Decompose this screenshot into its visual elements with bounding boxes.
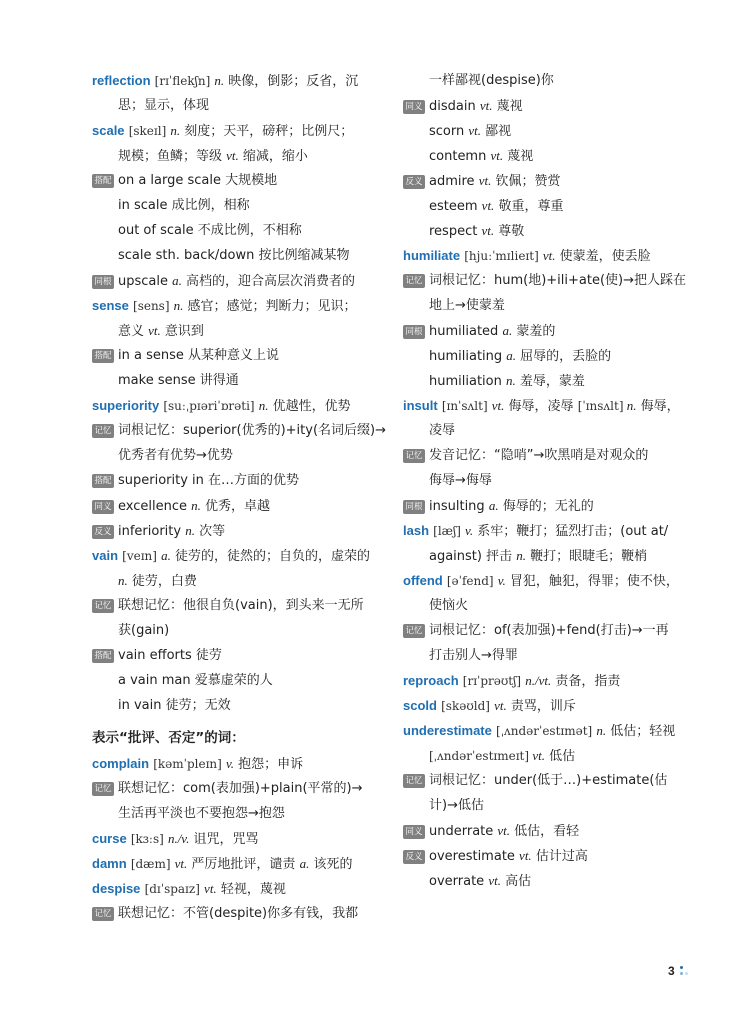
entry-tag-badge: 记忆 <box>92 907 114 921</box>
entry-line <box>403 218 693 243</box>
entry-line <box>403 343 693 368</box>
entry-text: in vain 徒劳；无效 <box>118 698 231 713</box>
phonetic: [skeɪl] <box>128 124 167 138</box>
entry-line <box>403 518 693 543</box>
entry-text: 使蒙羞，使丢脸 <box>555 249 651 264</box>
entry-line <box>92 93 382 118</box>
phonetic: [dæm] <box>130 857 171 871</box>
entry-tag-badge: 反义 <box>403 175 425 189</box>
entry-line <box>403 393 693 418</box>
dot-1 <box>680 966 683 969</box>
entry-tag-badge: 搭配 <box>92 349 114 363</box>
entry-text: humiliated <box>429 324 503 339</box>
phonetic: [hjuːˈmɪlieɪt] <box>464 249 539 263</box>
entry-text-secondary: 估计过高 <box>531 849 588 864</box>
entry-text: 系牢；鞭打；猛烈打击；(out at/ <box>473 524 669 539</box>
entry-text-secondary: 钦佩；赞赏 <box>491 174 561 189</box>
entry-text: 联想记忆：com(表加强)+plain(平常的)→ <box>118 781 363 796</box>
part-of-speech: vt. <box>542 248 556 263</box>
entry-text: 使恼火 <box>429 598 469 613</box>
entry-line <box>403 868 693 893</box>
entry-text: 侮辱，凌辱 <box>504 399 578 414</box>
entry-text: 地上→使蒙羞 <box>429 298 505 313</box>
entry-tag-badge: 记忆 <box>92 782 114 796</box>
entry-text: 思；显示，体现 <box>118 98 210 113</box>
entry-text: 优越性，优势 <box>268 399 351 414</box>
dot-2 <box>680 972 683 975</box>
entry-line <box>403 243 693 268</box>
entry-text: vain efforts 徒劳 <box>118 648 222 663</box>
entry-text: in a sense 从某种意义上说 <box>118 348 279 363</box>
entry-text: humiliation <box>429 374 506 389</box>
entry-text: out of scale 不成比例，不相称 <box>118 223 302 238</box>
headword: superiority <box>92 398 160 413</box>
entry-line <box>92 901 382 926</box>
entry-text: make sense 讲得通 <box>118 373 239 388</box>
entry-tag-badge: 搭配 <box>92 174 114 188</box>
entry-text: 发音记忆：“隐哨”→吹黑哨是对观众的 <box>429 448 649 463</box>
phonetic: [veɪn] <box>122 549 157 563</box>
entry-text-secondary: 羞辱，蒙羞 <box>515 374 585 389</box>
entry-text-secondary: 高估 <box>500 874 532 889</box>
part-of-speech: vt. <box>494 698 507 713</box>
entry-line <box>403 568 693 593</box>
entry-line <box>92 801 382 826</box>
entry-text-secondary: 鄙视 <box>481 124 512 139</box>
entry-line <box>92 393 382 418</box>
entry-text: esteem <box>429 199 482 214</box>
entry-text: 低估；轻视 <box>606 724 676 739</box>
entry-text-secondary: 优秀，卓越 <box>200 499 271 514</box>
entry-line <box>403 68 693 93</box>
entry-line <box>92 268 382 293</box>
phonetic: [dɪˈspaɪz] <box>144 882 200 896</box>
entry-tag-badge: 同义 <box>92 500 114 514</box>
entry-line <box>92 443 382 468</box>
entry-text: superiority in 在…方面的优势 <box>118 473 300 488</box>
phonetic: [kɜːs] <box>130 832 164 846</box>
entry-text: 表示“批评、否定”的词： <box>92 730 245 746</box>
part-of-speech-secondary: vt. <box>226 148 239 163</box>
entry-line <box>92 293 382 318</box>
entry-text: on a large scale 大规模地 <box>118 173 278 188</box>
entry-text: excellence <box>118 499 192 514</box>
part-of-speech-secondary: vt. <box>478 173 492 188</box>
entry-text: 词根记忆：superior(优秀的)+ity(名词后缀)→ <box>118 423 386 438</box>
entry-text-secondary: 徒劳，白费 <box>127 574 197 589</box>
entry-tag-badge: 搭配 <box>92 474 114 488</box>
entry-text: scale sth. back/down 按比例缩减某物 <box>118 248 350 263</box>
phonetic: [læʃ] <box>433 524 461 538</box>
entry-line <box>403 93 693 118</box>
entry-line <box>403 743 693 768</box>
right-column <box>403 68 693 893</box>
entry-line <box>92 193 382 218</box>
entry-text: contemn <box>429 149 491 164</box>
entry-line <box>403 618 693 643</box>
dot-3 <box>685 972 688 975</box>
phonetic: [kəmˈpleɪn] <box>153 757 222 771</box>
phonetic: [rɪˈflekʃn] <box>154 74 211 88</box>
entry-text-secondary: 低估 <box>544 749 576 764</box>
part-of-speech-secondary: n. <box>191 498 201 513</box>
headword: scale <box>92 123 125 138</box>
entry-tag-badge: 记忆 <box>403 449 425 463</box>
entry-text: 轻视，蔑视 <box>216 882 286 897</box>
entry-text: 诅咒，咒骂 <box>189 832 259 847</box>
entry-text: underrate <box>429 824 498 839</box>
entry-text-secondary: 蔑视 <box>503 149 534 164</box>
entry-line <box>403 718 693 743</box>
part-of-speech: v. <box>465 523 474 538</box>
entry-text: against) 抨击 <box>429 549 517 564</box>
entry-line <box>92 493 382 518</box>
entry-text: 责骂，训斥 <box>506 699 576 714</box>
entry-text: in scale 成比例，相称 <box>118 198 250 213</box>
entry-text: 凌辱 <box>429 423 456 438</box>
part-of-speech-secondary: vt. <box>497 823 511 838</box>
entry-text: 意义 <box>118 324 149 339</box>
entry-line <box>92 243 382 268</box>
entry-tag-badge: 搭配 <box>92 649 114 663</box>
entry-text: 一样鄙视(despise)你 <box>429 73 554 88</box>
entry-tag-badge: 记忆 <box>403 624 425 638</box>
part-of-speech: n./vt. <box>525 673 552 688</box>
entry-line <box>92 218 382 243</box>
entry-text: inferiority <box>118 524 186 539</box>
headword: insult <box>403 398 438 413</box>
part-of-speech-secondary: vt. <box>529 748 545 763</box>
entry-line <box>403 293 693 318</box>
part-of-speech: n. <box>170 123 181 138</box>
entry-line <box>92 751 382 776</box>
entry-line <box>92 318 382 343</box>
part-of-speech: vt. <box>174 856 188 871</box>
entry-line <box>92 143 382 168</box>
entry-line <box>92 418 386 443</box>
entry-line <box>92 68 382 93</box>
headword: lash <box>403 523 430 538</box>
entry-line <box>92 118 382 143</box>
entry-line <box>403 768 693 793</box>
part-of-speech: n. <box>173 298 184 313</box>
entry-text-secondary: 鞭打；眼睫毛；鞭梢 <box>526 549 648 564</box>
phonetic: [ɪnˈsʌlt] <box>441 399 488 413</box>
headword: curse <box>92 831 127 846</box>
entry-text-secondary: 敬重，尊重 <box>494 199 564 214</box>
part-of-speech-secondary: vt. <box>481 223 495 238</box>
part-of-speech: a. <box>161 548 171 563</box>
entry-line <box>403 843 693 868</box>
entry-line <box>403 193 693 218</box>
entry-text: 生活再平淡也不要抱怨→抱怨 <box>118 806 285 821</box>
entry-tag-badge: 同根 <box>403 325 425 339</box>
entry-line <box>92 776 382 801</box>
entry-line <box>92 851 382 876</box>
entry-text: 映像，倒影；反省，沉 <box>224 74 359 89</box>
entry-tag-badge: 同根 <box>403 500 425 514</box>
entry-text: 抱怨；申诉 <box>234 757 304 772</box>
entry-text-secondary: 该死的 <box>309 857 353 872</box>
entry-text-secondary: 高档的，迎合高层次消费者的 <box>181 274 356 289</box>
phonetic: [ˌʌndərˈestɪmət] <box>496 724 593 738</box>
entry-tag-badge: 反义 <box>403 850 425 864</box>
headword: scold <box>403 698 437 713</box>
headword: despise <box>92 881 141 896</box>
entry-line <box>403 543 693 568</box>
entry-line <box>403 143 693 168</box>
entry-line <box>403 168 693 193</box>
entry-line <box>403 693 693 718</box>
phonetic: [suːˌpɪəriˈɒrəti] <box>163 399 255 413</box>
entry-line <box>403 418 693 443</box>
entry-text: 联想记忆：他很自负(vain)，到头来一无所 <box>118 598 364 613</box>
phonetic-secondary: [ˈɪnsʌlt] <box>577 399 624 413</box>
entry-text: overestimate <box>429 849 520 864</box>
entry-text: 优秀者有优势→优势 <box>118 448 233 463</box>
entry-line <box>92 568 382 593</box>
part-of-speech-secondary: n. <box>516 548 526 563</box>
entry-text: 联想记忆：不管(despite)你多有钱，我都 <box>118 906 359 921</box>
entry-line <box>403 118 693 143</box>
entry-text-secondary: 侮辱， <box>636 399 680 414</box>
entry-text: upscale <box>118 274 173 289</box>
part-of-speech: n./v. <box>167 831 190 846</box>
entry-text: 计)→低估 <box>429 798 484 813</box>
entry-text-secondary: 蔑视 <box>492 99 523 114</box>
entry-text: 侮辱→侮辱 <box>429 473 492 488</box>
entry-line <box>92 468 382 493</box>
entry-text: a vain man 爱慕虚荣的人 <box>118 673 273 688</box>
phonetic: [sens] <box>133 299 170 313</box>
entry-line <box>92 518 382 543</box>
entry-tag-badge: 反义 <box>92 525 114 539</box>
entry-text: 徒劳的，徒然的；自负的，虚荣的 <box>170 549 370 564</box>
page-number: 3 <box>668 964 675 978</box>
part-of-speech-secondary: vt. <box>488 873 501 888</box>
entry-line <box>403 793 693 818</box>
part-of-speech: n. <box>258 398 269 413</box>
section-heading <box>92 726 382 751</box>
entry-line <box>92 343 382 368</box>
phonetic: [əˈfend] <box>446 574 494 588</box>
entry-text: scorn <box>429 124 469 139</box>
headword: reflection <box>92 73 151 88</box>
entry-text: 感官；感觉；判断力；见识； <box>183 299 357 314</box>
entry-text-secondary: 意识到 <box>160 324 204 339</box>
headword: complain <box>92 756 150 771</box>
entry-text-secondary: 缩减，缩小 <box>238 149 308 164</box>
entry-text: 规模；鱼鳞；等级 <box>118 149 227 164</box>
left-column <box>92 68 386 926</box>
part-of-speech: vt. <box>204 881 217 896</box>
entry-line <box>92 693 382 718</box>
part-of-speech-secondary: vt. <box>479 98 493 113</box>
entry-line <box>92 826 382 851</box>
entry-text: 词根记忆：of(表加强)+fend(打击)→一再 <box>429 623 669 638</box>
entry-tag-badge: 记忆 <box>92 424 114 438</box>
entry-text: 严厉地批评，谴责 <box>187 857 300 872</box>
part-of-speech: n. <box>214 73 225 88</box>
entry-line <box>92 618 382 643</box>
headword: underestimate <box>403 723 492 738</box>
entry-text-secondary: 低估，看轻 <box>510 824 580 839</box>
part-of-speech-secondary: vt. <box>468 123 482 138</box>
part-of-speech-secondary: a. <box>299 856 310 871</box>
entry-tag-badge: 记忆 <box>92 599 114 613</box>
part-of-speech-secondary: n. <box>118 573 128 588</box>
entry-text: overrate <box>429 874 489 889</box>
entry-tag-badge: 同义 <box>403 100 425 114</box>
part-of-speech-secondary: vt. <box>481 198 495 213</box>
entry-line <box>92 368 382 393</box>
entry-line <box>403 468 693 493</box>
entry-text: 责备，指责 <box>551 674 621 689</box>
entry-text-secondary: 次等 <box>194 524 226 539</box>
entry-text: 打击别人→得罪 <box>429 648 518 663</box>
part-of-speech-secondary: a. <box>488 498 499 513</box>
entry-line <box>403 593 693 618</box>
entry-text: admire <box>429 174 479 189</box>
entry-line <box>403 643 693 668</box>
entry-line <box>92 643 382 668</box>
entry-line <box>92 168 382 193</box>
phonetic: [skəʊld] <box>441 699 490 713</box>
entry-text: 冒犯，触犯，得罪；使不快， <box>505 574 679 589</box>
part-of-speech-secondary: a. <box>506 348 517 363</box>
entry-text: disdain <box>429 99 480 114</box>
entry-line <box>403 818 693 843</box>
part-of-speech: n. <box>596 723 607 738</box>
entry-line <box>92 876 382 901</box>
part-of-speech-secondary: vt. <box>148 323 161 338</box>
part-of-speech-secondary: vt. <box>490 148 504 163</box>
entry-line <box>92 668 382 693</box>
entry-text-secondary: 屈辱的，丢脸的 <box>516 349 612 364</box>
part-of-speech-secondary: n. <box>623 398 637 413</box>
entry-line <box>403 443 693 468</box>
entry-text: 词根记忆：under(低于…)+estimate(估 <box>429 773 668 788</box>
part-of-speech-secondary: a. <box>502 323 513 338</box>
entry-line <box>92 543 382 568</box>
phonetic: [rɪˈprəʊtʃ] <box>462 674 522 688</box>
entry-line <box>92 593 382 618</box>
part-of-speech-secondary: a. <box>172 273 182 288</box>
entry-line <box>403 268 693 293</box>
entry-text: 词根记忆：hum(地)+ili+ate(使)→把人踩在 <box>429 273 687 288</box>
entry-text: 刻度；天平，磅秤；比例尺； <box>180 124 354 139</box>
entry-line <box>403 318 693 343</box>
part-of-speech-secondary: n. <box>505 373 516 388</box>
entry-tag-badge: 同根 <box>92 275 114 289</box>
headword: sense <box>92 298 129 313</box>
part-of-speech: vt. <box>491 398 505 413</box>
headword: damn <box>92 856 127 871</box>
headword: reproach <box>403 673 459 688</box>
part-of-speech-secondary: n. <box>185 523 195 538</box>
part-of-speech: v. <box>225 756 235 771</box>
entry-line <box>403 368 693 393</box>
entry-text-secondary: 尊敬 <box>494 224 525 239</box>
entry-tag-badge: 记忆 <box>403 774 425 788</box>
part-of-speech: v. <box>497 573 506 588</box>
entry-line <box>403 493 693 518</box>
entry-text-secondary: 侮辱的；无礼的 <box>498 499 594 514</box>
headword: humiliate <box>403 248 461 263</box>
entry-tag-badge: 记忆 <box>403 274 425 288</box>
entry-text: 获(gain) <box>118 623 170 638</box>
headword: offend <box>403 573 443 588</box>
part-of-speech-secondary: vt. <box>519 848 532 863</box>
entry-text: humiliating <box>429 349 507 364</box>
page-decoration-dots <box>680 966 690 978</box>
entry-text: insulting <box>429 499 489 514</box>
headword: vain <box>92 548 119 563</box>
entry-text-secondary: 蒙羞的 <box>512 324 556 339</box>
phonetic-secondary: [ˌʌndərˈestɪmeɪt] <box>429 749 530 763</box>
entry-line <box>403 668 693 693</box>
entry-tag-badge: 同义 <box>403 825 425 839</box>
entry-text: respect <box>429 224 482 239</box>
